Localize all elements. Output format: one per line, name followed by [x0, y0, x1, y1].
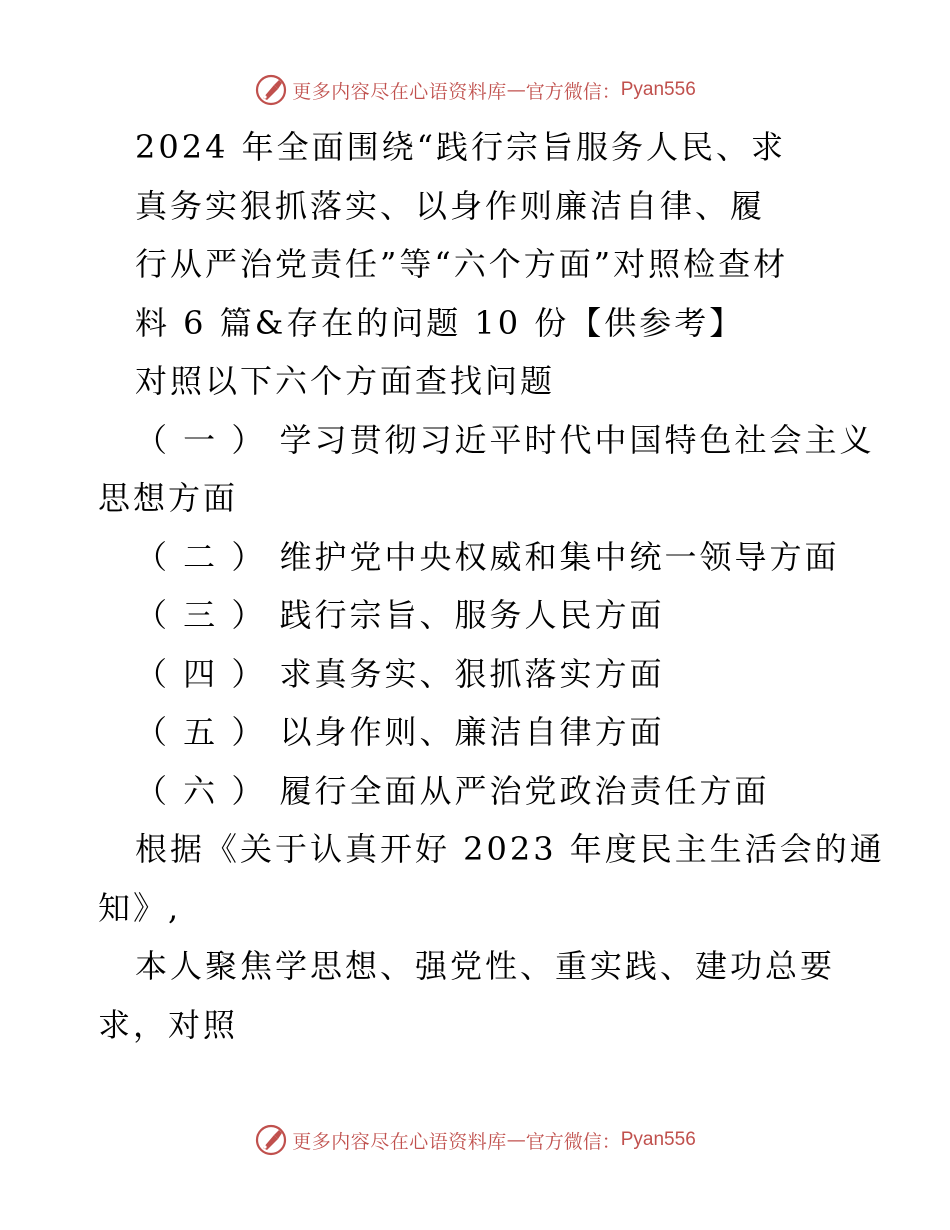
watermark-wechat-label: 官方微信： [525, 80, 621, 103]
watermark-site-text: 更多内容尽在心语资料库 [292, 80, 507, 103]
title-line-2: 真务实狠抓落实、以身作则廉洁自律、履 [135, 186, 766, 225]
header-watermark [0, 70, 950, 110]
item-2: （ 二 ） 维护党中央权威和集中统一领导方面 [135, 537, 840, 576]
paragraph-2-line-2: 求，对照 [98, 1005, 239, 1044]
paragraph-2-line-1: 本人聚焦学思想、强党性、重实践、建功总要 [135, 947, 836, 985]
watermark-site-text: 更多内容尽在心语资料库 [292, 1130, 507, 1153]
paragraph-1-line-2: 知》, [98, 888, 182, 927]
watermark-separator: — [506, 79, 526, 101]
watermark-separator: — [506, 1129, 526, 1151]
intro-line: 对照以下六个方面查找问题 [135, 362, 556, 400]
item-1-line-1: （ 一 ） 学习贯彻习近平时代中国特色社会主义 [135, 420, 875, 459]
watermark-wechat-id: Pyan556 [620, 1129, 696, 1150]
item-6: （ 六 ） 履行全面从严治党政治责任方面 [135, 771, 770, 810]
title-line-3: 行从严治党责任”等“六个方面”对照检查材 [135, 245, 789, 283]
watermark-wechat-label: 官方微信： [525, 1130, 621, 1153]
title-line-1: 2024 年全面围绕“践行宗旨服务人民、求 [135, 128, 786, 166]
title-line-4: 料 6 篇&存在的问题 10 份【供参考】 [135, 303, 745, 342]
fountain-pen-logo-icon [254, 73, 288, 107]
document-body [98, 118, 918, 1054]
item-4: （ 四 ） 求真务实、狠抓落实方面 [135, 654, 665, 693]
watermark-wechat-id: Pyan556 [620, 79, 696, 100]
item-1-line-2: 思想方面 [98, 479, 239, 517]
fountain-pen-logo-icon [254, 1123, 288, 1157]
paragraph-1-line-1: 根据《关于认真开好 2023 年度民主生活会的通 [135, 830, 885, 868]
item-3: （ 三 ） 践行宗旨、服务人民方面 [135, 596, 665, 634]
footer-watermark [0, 1120, 950, 1160]
item-5: （ 五 ） 以身作则、廉洁自律方面 [135, 713, 665, 751]
